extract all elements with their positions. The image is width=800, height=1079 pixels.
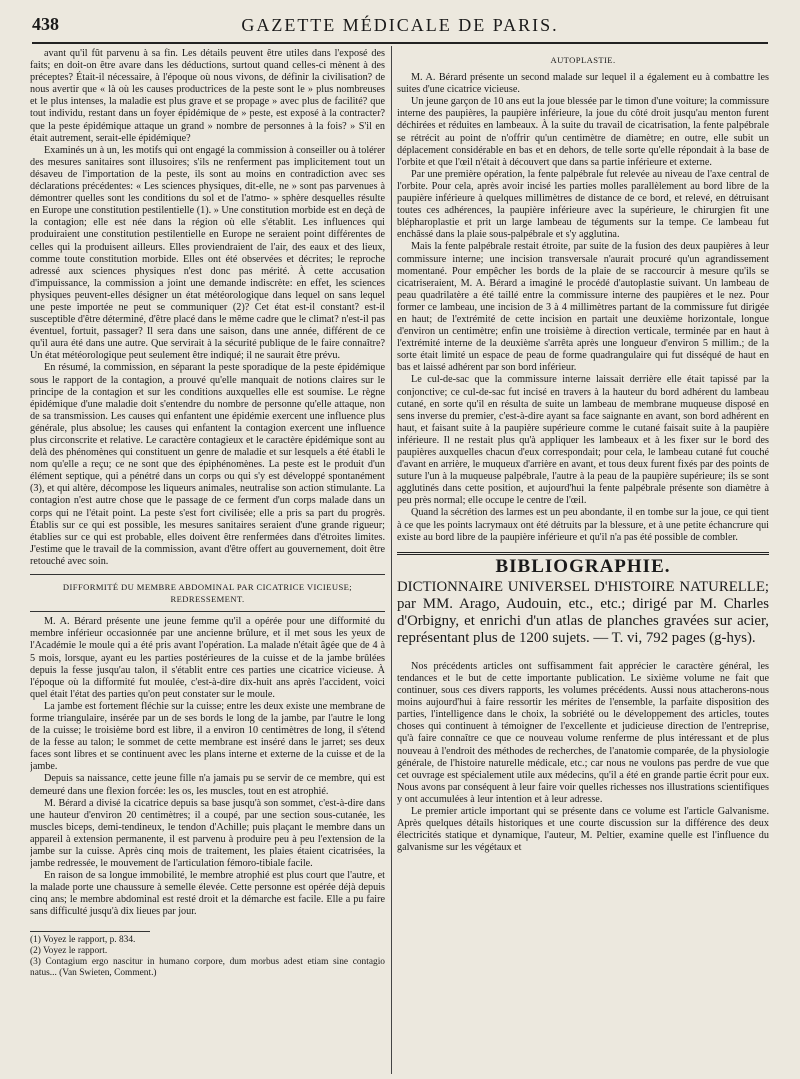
- page-number: 438: [32, 14, 59, 34]
- section-title: AUTOPLASTIE.: [550, 55, 616, 65]
- paragraph: En résumé, la commission, en séparant la peste sporadique de la peste épidémique sous le rapport de la contagion, a prouvé qu'elle manquait de notions claires sur le principe de la contagion et sur les conditions auxquelles elle est soumise. Le règne épidémique d'une maladie doit s'entendre du nombre de personne qu'elle attaque, non de sa transmission. Les causes qui enfantent une épidémie exercent une influence plus générale, plus absolue; les causes qui enfantent la contagion exercent une influence plus circonscrite et relative. Le caractère contagieux et le caractère épidémique sont au delà des phénomènes qui constituent un genre de maladie et sur lesquels a été établi le nom qu'elle a reçu; ce ne sont que des épiphénomènes. La peste est le produit d'un élément septique, qui a pénétré dans un corps ou qui s'y est développé spontanément (3), et qui altère, décompose les liqueurs animales, neutralise son action stimulante. La contagion n'est autre chose que le passage de ce ferment d'un corps malade dans un corps qui ne l'était point. La peste s'est fort civilisée; elle a pris sa part du progrès. Établis sur ce qui est possible, les mesures sanitaires seraient d'une grande rigueur; établies sur ce qui est probable, elles doivent être renfermées dans d'étroites limites. J'estime que le travail de la commission, avant d'être offert au gouvernement, doit être retouché avec soin.: [30, 362, 385, 567]
- paragraph: Nos précédents articles ont suffisamment fait apprécier le caractère général, les tendances et le but de cette importante publication. Le sixième volume ne fait que continuer, sous ces divers rapports, les volumes précédents. Aussi nous attacherons-nous moins aujourd'hui à faire ressortir les mérites de l'ensemble, la parfaite disposition des parties, l'intelligence dans le choix, la sobriété ou le développement des articles, toutes choses qui continuent à témoigner de l'excellente et judicieuse direction de l'entreprise, qu'à faire connaître ce que ce nouveau volume renferme de plus intéressant et de plus nouveau à l'endroit des méthodes de recherches, de l'anatomie comparée, de la physiologie générale, de l'histoire naturelle médicale, etc.; car nous ne voulons pas perdre de vue que cet ouvrage est spécialement utile aux médecins, qu'il a été en grande partie écrit pour eux. Nous avons par conséquent à leur faire voir quelles richesses nos illustrations scientifiques y ont accumulées à leur intention et à leur adresse.: [397, 660, 769, 805]
- paragraph: M. A. Bérard présente une jeune femme qu'il a opérée pour une difformité du membre inférieur occasionnée par une ancienne brûlure, et il met sous les yeux de l'Académie le moule qui a été pris avant l'opération. La malade n'était âgée que de 4 à 5 mois, lorsque, ayant eu les parties postérieures de la cuisse et de la jambe brûlées depuis la fesse jusqu'au talon, il s'établit entre ces parties une cicatrice vicieuse. À l'époque où la difformité fut moulée, c'est-à-dire dix-huit ans après l'accident, voici quel était l'état des parties qu'on peut constater sur le moule.: [30, 616, 385, 700]
- section-divider: [30, 611, 385, 612]
- paragraph: Examinés un à un, les motifs qui ont engagé la commission à conseiller ou à tolérer des mesures sanitaires sont illusoires; s'ils ne renferment pas implicitement tout un désaveu de l'importation de la peste, ils sont au moins en contradiction avec ses déclarations précédentes: « Les sciences physiques, dit-elle, ne » sont pas parvenues à démontrer quelles sont les conditions du sol et de l'atmo- » sphère desquelles résulte en Europe une constitution pestilentielle (1). » Une constitution morbide est en deçà de la contagion; elle est née dans la région où elle s'établit. Les influences qui produiraient une constitution pestilentielle en Europe ne seraient point différentes de celles qui la produisent ailleurs. Elles proviendraient de l'air, des eaux et des lieux, comme toute constitution morbide. Elles ont été observées et décrites; le reproche adressé aux sciences physiques n'est donc pas mérité. À cette accusation d'impuissance, la commission a joint une demande indiscrète: en effet, les sciences physiques peuvent-elles désigner un état météorologique dans lequel on sans lequel une peste importée ne peut se communiquer (2)? Cet état est-il constant? est-il susceptible d'être déterminé, d'être placé dans le même cadre que le climat? n'est-il pas éventuel, fortuit, passager? Il sera dans une saison, dans une année, différent de ce qu'il aura été dans une autre. Que servirait à la sécurité publique de le faire connaître? Un état météorologique peut seulement être indiqué; il ne saurait être prévu.: [30, 144, 385, 362]
- page-header: [32, 12, 768, 44]
- left-column: [30, 48, 385, 1073]
- section-divider: [30, 574, 385, 575]
- paragraph: Depuis sa naissance, cette jeune fille n'a jamais pu se servir de ce membre, qui est demeuré dans une flexion forcée: les os, les muscles, tout en est atrophié.: [30, 773, 385, 797]
- footnote: (1) Voyez le rapport, p. 834.: [30, 934, 136, 945]
- paragraph: La jambe est fortement fléchie sur la cuisse; entre les deux existe une membrane de forme triangulaire, insérée par un de ses bords le long de la jambe, par l'autre le long de la cuisse; le troisième bord est libre, il a environ 10 centimètres de long, il s'étend de la fesse au talon; le sommet de cette membrane est inséré dans le jarret; ses deux faces sont libres et se continuent avec les plans interne et externe de la cuisse et de la jambe.: [30, 700, 385, 773]
- bibliography-citation: DICTIONNAIRE UNIVERSEL D'HISTOIRE NATURELLE; par MM. Arago, Audouin, etc., etc.; dirigé par M. Charles d'Orbigny, et enrichi d'un atlas de planches gravées sur acier, représentant plus de 1200 sujets. — T. vi, 792 pages (g-hys).: [397, 578, 769, 646]
- paragraph: Par une première opération, la fente palpébrale fut relevée au niveau de l'axe central de l'orbite. Pour cela, après avoir incisé les parties molles parallèlement au bord libre de la paupière inférieure à quelques millimètres de distance de ce bord, et relevé, en détruisant toutes ces adhérences, la paupière inférieure avec la supérieure, le chirurgien fit une blépharoplastie et prit un large lambeau de téguments sur la tempe. Ce lambeau fut enchâssé dans la plaie sous-palpébrale et s'y agglutina.: [397, 168, 769, 241]
- section-title: DIFFORMITÉ DU MEMBRE ABDOMINAL PAR CICATRICE VICIEUSE; REDRESSEMENT.: [62, 582, 353, 605]
- paragraph: M. Bérard a divisé la cicatrice depuis sa base jusqu'à son sommet, c'est-à-dire dans une hauteur d'environ 20 centimètres; il a coupé, par une section sous-cutanée, les muscles biceps, demi-tendineux, le tendon d'Achille; puis plaçant le membre dans un appareil à extension permanente, il est parvenu à produire peu à peu l'extension de la jambe sur la cuisse. Après cinq mois de traitement, les plaies étaient cicatrisées, la jambe redressée, le mouvement de l'articulation fémoro-tibiale facile.: [30, 797, 385, 870]
- paragraph: avant qu'il fût parvenu à sa fin. Les détails peuvent être utiles dans l'exposé des faits; en doit-on être avare dans les déductions, surtout quand celles-ci mènent à des préceptes? Était-il nécessaire, à l'époque où nous vivons, de définir la civilisation? de nous avertir que « là où les causes productrices de la peste sont le » plus nombreuses et le plus intenses, la maladie est plus grave et se propage » avec plus de facilité? que tout individu, restant dans un foyer épidémique de » peste, est exposé à la contracter? que la peste épidémique attaque un grand » nombre de personnes à la fois? » S'il en était autrement, serait-elle épidémique?: [30, 48, 385, 144]
- journal-title: GAZETTE MÉDICALE DE PARIS.: [241, 15, 559, 35]
- bibliography-divider: [397, 552, 769, 555]
- paragraph: Un jeune garçon de 10 ans eut la joue blessée par le timon d'une voiture; la commissure interne des paupières, la paupière inférieure, la joue du côté droit jusqu'au menton furent déchirées et réduites en lambeaux. À la suite du travail de cicatrisation, la fente palpébrale se rétrécit au point de n'offrir qu'un centimètre de diamètre; en outre, elle subit un déplacement considérable en bas et en dehors, de telle sorte qu'elle répondait à la base de l'orbite et que l'œil n'était à découvert que dans sa partie inférieure et externe.: [397, 96, 769, 168]
- paragraph: Quand la sécrétion des larmes est un peu abondante, il en tombe sur la joue, ce qui tient à ce que les points lacrymaux ont été détruits par la blessure, et à une petite échancrure qui existe au bord libre de la paupière inférieure et qu'il n'a pas été possible de combler.: [397, 507, 769, 543]
- paragraph: Le cul-de-sac que la commissure interne laissait derrière elle était tapissé par la conjonctive; ce cul-de-sac fut incisé en travers à la hauteur du bord adhérent du lambeau cutané, en sorte qu'il en résulta de suite un lambeau de membrane muqueuse disposé en sens inverse du premier, c'est-à-dire ayant sa face saignante en avant, son bord adhérent en haut, et faisant suite à la paupière supérieure comme le cutané faisait suite à la paupière inférieure. Il ne restait plus qu'à appliquer les lambeaux et à les fixer sur le bord des paupières auxquelles chacun d'eux correspondait; pour cela, le lambeau cutané fut couché d'avant en arrière, le muqueux d'arrière en avant, et tous deux furent fixés par des points de suture l'un à la muqueuse palpébrale, l'autre à la peau de la paupière supérieure; ils se sont agglutinés dans cette position, et aujourd'hui la fente palpébrale présente son diamètre à peu près normal; elle occupe le centre de l'œil.: [397, 374, 769, 507]
- footnote-divider: [30, 931, 150, 932]
- bibliography-title: BIBLIOGRAPHIE.: [495, 555, 671, 577]
- paragraph: Le premier article important qui se présente dans ce volume est l'article Galvanisme. Après quelques détails historiques et une courte discussion sur la différence des deux électricités statique et dynamique, l'auteur, M. Peltier, examine quelle est l'influence du galvanisme sur les végétaux et: [397, 805, 769, 854]
- column-rule: [391, 46, 392, 1074]
- paragraph: Mais la fente palpébrale restait étroite, par suite de la fusion des deux paupières à leur commissure interne; une incision transversale n'aurait procuré qu'un agrandissement momentané. Pour empêcher les bords de la plaie de se raccourcir à mesure qu'ils se cicatriseraient, M. A. Bérard a imaginé le procédé d'autoplastie suivant. Un lambeau de peau quadrilatère a été taillé entre la commissure interne des paupières et le nez. Pour former ce lambeau, une incision de 3 à 4 millimètres partant de la commissure fut dirigée en haut; de l'extrémité de cette incision en partait une deuxième horizontale, longue d'environ un centimètre; enfin une troisième à direction verticale, terminée par en haut à l'extrémité interne de la deuxième s'arrêta après une longueur d'environ 5 millim.; de la sorte était limité un espace de peau de forme quadrangulaire qui fut disséqué de haut en bas et laissé adhérent par son bord inférieur.: [397, 241, 769, 374]
- paragraph: M. A. Bérard présente un second malade sur lequel il a également eu à combattre les suites d'une cicatrice vicieuse.: [397, 72, 769, 96]
- paragraph: En raison de sa longue immobilité, le membre atrophié est plus court que l'autre, et la malade porte une chaussure à semelle élevée. Cette personne est opérée déjà depuis cinq ans; le membre abdominal est resté droit et la démarche est facile. Elle a pu faire sans difficulté jusqu'à dix lieues par jour.: [30, 870, 385, 918]
- footnote: (3) Contagium ergo nascitur in humano corpore, dum morbus adest etiam sine contagio natus... (Van Swieten, Comment.): [30, 956, 385, 978]
- right-column: [397, 48, 769, 1073]
- footnote: (2) Voyez le rapport.: [30, 945, 108, 956]
